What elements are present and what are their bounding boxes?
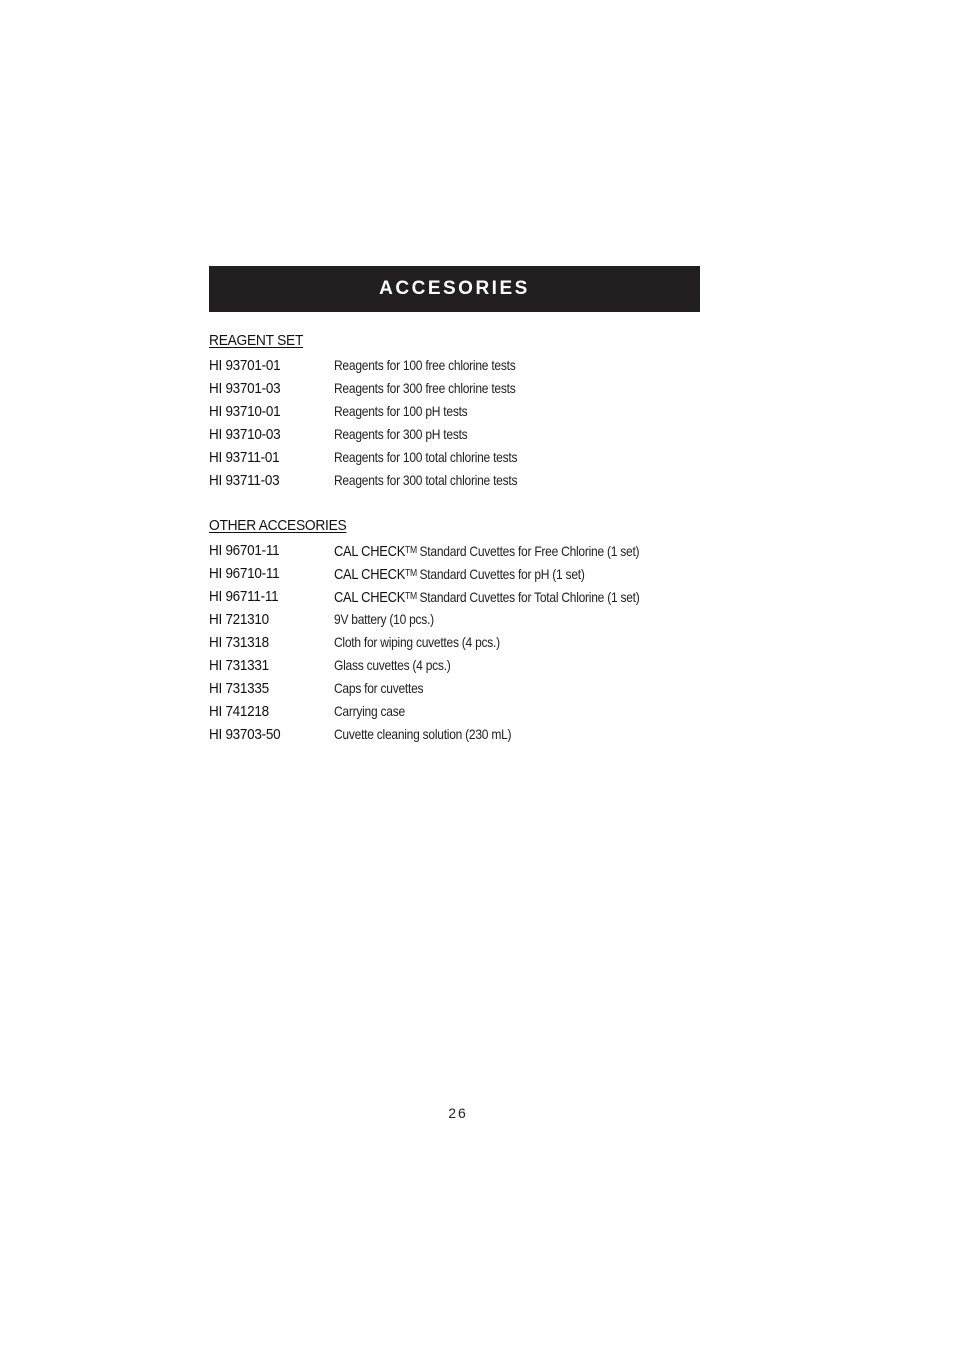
reagent-set-section (209, 331, 700, 492)
cal-check-brand: CAL CHECK (334, 589, 406, 606)
list-item (209, 400, 700, 423)
item-code: HI 96701-11 (209, 542, 280, 559)
item-description-text: Standard Cuvettes for pH (1 set) (419, 566, 585, 582)
list-item (209, 677, 700, 700)
item-description-text: Standard Cuvettes for Total Chlorine (1 set) (419, 589, 640, 605)
list-item (209, 446, 700, 469)
page-title: ACCESORIES (379, 278, 530, 299)
item-code: HI 721310 (209, 611, 269, 628)
item-description: 9V battery (10 pcs.) (334, 611, 434, 627)
item-description: Reagents for 300 total chlorine tests (334, 472, 518, 488)
list-item (209, 423, 700, 446)
item-code: HI 96711-11 (209, 588, 279, 605)
item-description (334, 539, 639, 562)
reagent-set-list (209, 354, 700, 492)
item-description: Reagents for 100 free chlorine tests (334, 357, 516, 373)
list-item (209, 562, 700, 585)
item-code: HI 731318 (209, 634, 269, 651)
page-number: 26 (448, 1105, 468, 1121)
list-item (209, 377, 700, 400)
item-code: HI 93711-03 (209, 472, 280, 489)
other-accessories-section (209, 516, 700, 746)
trademark-mark: TM (405, 545, 417, 556)
item-code: HI 93711-01 (209, 449, 280, 466)
other-accessories-heading: OTHER ACCESORIES (209, 517, 347, 534)
item-description (334, 562, 585, 585)
list-item (209, 608, 700, 631)
cal-check-brand: CAL CHECK (334, 543, 406, 560)
item-description: Caps for cuvettes (334, 680, 424, 696)
trademark-mark: TM (405, 591, 417, 602)
list-item (209, 631, 700, 654)
item-description: Reagents for 100 pH tests (334, 403, 468, 419)
item-description: Carrying case (334, 703, 405, 719)
item-code: HI 96710-11 (209, 565, 280, 582)
list-item (209, 354, 700, 377)
other-accessories-list (209, 539, 700, 746)
item-code: HI 741218 (209, 703, 269, 720)
item-code: HI 93703-50 (209, 726, 281, 743)
list-item (209, 585, 700, 608)
item-description: Cuvette cleaning solution (230 mL) (334, 726, 512, 742)
item-description: Reagents for 300 pH tests (334, 426, 468, 442)
trademark-mark: TM (405, 568, 417, 579)
item-code: HI 93710-01 (209, 403, 281, 420)
cal-check-brand: CAL CHECK (334, 566, 406, 583)
item-code: HI 93701-03 (209, 380, 281, 397)
item-code: HI 731335 (209, 680, 269, 697)
list-item (209, 469, 700, 492)
item-code: HI 93701-01 (209, 357, 281, 374)
item-description: Glass cuvettes (4 pcs.) (334, 657, 451, 673)
list-item (209, 539, 700, 562)
list-item (209, 723, 700, 746)
reagent-set-heading: REAGENT SET (209, 332, 304, 349)
item-code: HI 93710-03 (209, 426, 281, 443)
item-description: Reagents for 300 free chlorine tests (334, 380, 516, 396)
item-description: Cloth for wiping cuvettes (4 pcs.) (334, 634, 500, 650)
item-description (334, 585, 640, 608)
item-code: HI 731331 (209, 657, 269, 674)
list-item (209, 654, 700, 677)
section-header-bar (209, 266, 700, 312)
list-item (209, 700, 700, 723)
item-description: Reagents for 100 total chlorine tests (334, 449, 518, 465)
item-description-text: Standard Cuvettes for Free Chlorine (1 set) (419, 543, 640, 559)
